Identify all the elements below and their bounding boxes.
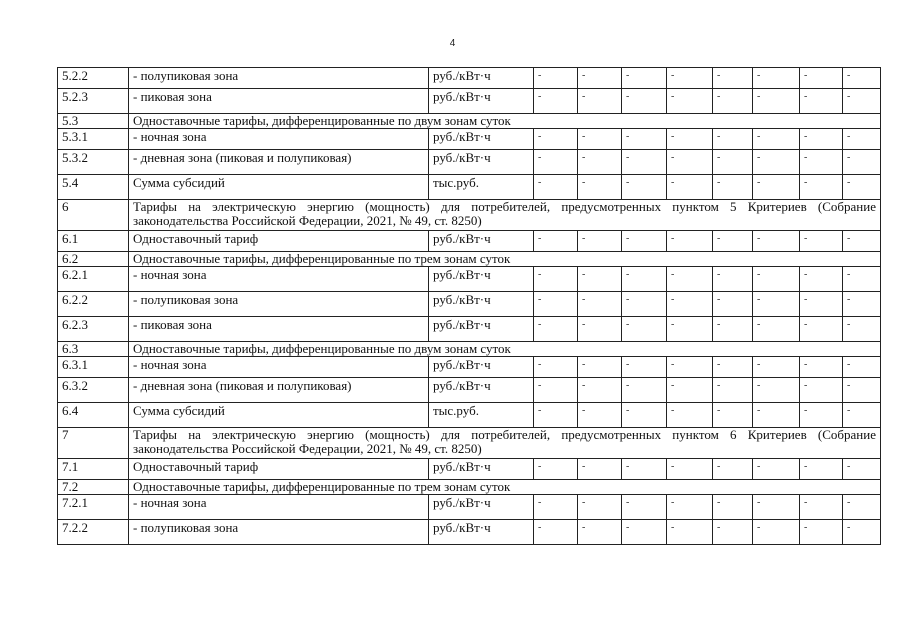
value-cell-empty: - xyxy=(622,459,667,480)
row-unit: руб./кВт·ч xyxy=(429,357,534,378)
value-cell-empty: - xyxy=(667,520,713,545)
value-cell-empty: - xyxy=(713,129,753,150)
value-cell-empty: - xyxy=(843,267,881,292)
value-cell-empty: - xyxy=(578,129,622,150)
table-row xyxy=(58,292,881,317)
row-number: 7.2.1 xyxy=(58,495,129,520)
row-unit: тыс.руб. xyxy=(429,403,534,428)
value-cell-empty: - xyxy=(800,68,843,89)
value-cell-empty: - xyxy=(753,459,800,480)
value-cell-empty: - xyxy=(578,459,622,480)
value-cell-empty: - xyxy=(578,150,622,175)
value-cell-empty: - xyxy=(622,89,667,114)
row-number: 7.1 xyxy=(58,459,129,480)
row-number: 6.2 xyxy=(58,252,129,267)
row-name: - полупиковая зона xyxy=(129,292,429,317)
value-cell-empty: - xyxy=(667,292,713,317)
value-cell-empty: - xyxy=(534,317,578,342)
value-cell-empty: - xyxy=(534,520,578,545)
row-number: 5.3.1 xyxy=(58,129,129,150)
value-cell-empty: - xyxy=(713,150,753,175)
row-number: 6.2.3 xyxy=(58,317,129,342)
value-cell-empty: - xyxy=(534,292,578,317)
value-cell-empty: - xyxy=(800,357,843,378)
value-cell-empty: - xyxy=(622,357,667,378)
value-cell-empty: - xyxy=(800,292,843,317)
row-number: 5.3 xyxy=(58,114,129,129)
page-number: 4 xyxy=(449,38,456,49)
value-cell-empty: - xyxy=(667,317,713,342)
value-cell-empty: - xyxy=(667,495,713,520)
value-cell-empty: - xyxy=(578,231,622,252)
value-cell-empty: - xyxy=(843,129,881,150)
row-number: 6.4 xyxy=(58,403,129,428)
row-unit: руб./кВт·ч xyxy=(429,292,534,317)
value-cell-empty: - xyxy=(578,403,622,428)
value-cell-empty: - xyxy=(800,129,843,150)
value-cell-empty: - xyxy=(843,317,881,342)
value-cell-empty: - xyxy=(800,175,843,200)
row-name: - дневная зона (пиковая и полупиковая) xyxy=(129,378,429,403)
row-number: 5.2.2 xyxy=(58,68,129,89)
value-cell-empty: - xyxy=(622,129,667,150)
value-cell-empty: - xyxy=(800,459,843,480)
row-name: Одноставочный тариф xyxy=(129,459,429,480)
row-name: - ночная зона xyxy=(129,495,429,520)
value-cell-empty: - xyxy=(753,292,800,317)
row-name: - ночная зона xyxy=(129,357,429,378)
value-cell-empty: - xyxy=(534,68,578,89)
section-header-row xyxy=(58,428,881,459)
subsection-header-row xyxy=(58,480,881,495)
row-unit: руб./кВт·ч xyxy=(429,378,534,403)
value-cell-empty: - xyxy=(578,378,622,403)
value-cell-empty: - xyxy=(753,231,800,252)
table-row xyxy=(58,231,881,252)
value-cell-empty: - xyxy=(622,317,667,342)
value-cell-empty: - xyxy=(753,520,800,545)
value-cell-empty: - xyxy=(578,357,622,378)
value-cell-empty: - xyxy=(843,378,881,403)
value-cell-empty: - xyxy=(534,175,578,200)
value-cell-empty: - xyxy=(800,495,843,520)
value-cell-empty: - xyxy=(622,175,667,200)
value-cell-empty: - xyxy=(622,150,667,175)
row-number: 7.2.2 xyxy=(58,520,129,545)
value-cell-empty: - xyxy=(534,378,578,403)
value-cell-empty: - xyxy=(713,89,753,114)
row-number: 7.2 xyxy=(58,480,129,495)
row-number: 6.2.2 xyxy=(58,292,129,317)
value-cell-empty: - xyxy=(753,129,800,150)
value-cell-empty: - xyxy=(534,231,578,252)
value-cell-empty: - xyxy=(622,267,667,292)
value-cell-empty: - xyxy=(578,68,622,89)
value-cell-empty: - xyxy=(578,89,622,114)
tariff-table xyxy=(57,67,881,545)
subsection-header-row xyxy=(58,342,881,357)
value-cell-empty: - xyxy=(667,68,713,89)
row-unit: руб./кВт·ч xyxy=(429,459,534,480)
row-unit: тыс.руб. xyxy=(429,175,534,200)
value-cell-empty: - xyxy=(622,403,667,428)
section-title: Тарифы на электрическую энергию (мощность) для потребителей, предусмотренных пунктом 6 Критериев (Собрание законодательства Российской Федерации, 2021, № 49, ст. 8250) xyxy=(129,428,881,459)
row-name: - дневная зона (пиковая и полупиковая) xyxy=(129,150,429,175)
value-cell-empty: - xyxy=(753,378,800,403)
value-cell-empty: - xyxy=(622,68,667,89)
table-row xyxy=(58,357,881,378)
value-cell-empty: - xyxy=(578,292,622,317)
value-cell-empty: - xyxy=(667,403,713,428)
value-cell-empty: - xyxy=(534,403,578,428)
row-unit: руб./кВт·ч xyxy=(429,317,534,342)
value-cell-empty: - xyxy=(667,231,713,252)
value-cell-empty: - xyxy=(713,175,753,200)
section-title: Одноставочные тарифы, дифференцированные по двум зонам суток xyxy=(129,342,881,357)
row-number: 6.2.1 xyxy=(58,267,129,292)
value-cell-empty: - xyxy=(667,150,713,175)
value-cell-empty: - xyxy=(713,357,753,378)
value-cell-empty: - xyxy=(753,68,800,89)
row-name: - полупиковая зона xyxy=(129,68,429,89)
row-number: 6.1 xyxy=(58,231,129,252)
value-cell-empty: - xyxy=(843,403,881,428)
value-cell-empty: - xyxy=(578,317,622,342)
value-cell-empty: - xyxy=(843,175,881,200)
value-cell-empty: - xyxy=(534,89,578,114)
value-cell-empty: - xyxy=(753,495,800,520)
value-cell-empty: - xyxy=(667,459,713,480)
value-cell-empty: - xyxy=(667,267,713,292)
value-cell-empty: - xyxy=(753,89,800,114)
table-row xyxy=(58,267,881,292)
value-cell-empty: - xyxy=(534,459,578,480)
value-cell-empty: - xyxy=(578,495,622,520)
value-cell-empty: - xyxy=(622,292,667,317)
value-cell-empty: - xyxy=(667,89,713,114)
value-cell-empty: - xyxy=(713,403,753,428)
row-number: 6.3 xyxy=(58,342,129,357)
table-row xyxy=(58,175,881,200)
value-cell-empty: - xyxy=(534,129,578,150)
value-cell-empty: - xyxy=(622,231,667,252)
row-name: - полупиковая зона xyxy=(129,520,429,545)
value-cell-empty: - xyxy=(753,150,800,175)
value-cell-empty: - xyxy=(800,317,843,342)
value-cell-empty: - xyxy=(800,150,843,175)
section-title: Одноставочные тарифы, дифференцированные по трем зонам суток xyxy=(129,252,881,267)
value-cell-empty: - xyxy=(667,129,713,150)
value-cell-empty: - xyxy=(534,357,578,378)
table-row xyxy=(58,89,881,114)
value-cell-empty: - xyxy=(622,378,667,403)
tariff-table-body xyxy=(58,68,881,545)
value-cell-empty: - xyxy=(753,317,800,342)
row-name: - ночная зона xyxy=(129,267,429,292)
row-name: Сумма субсидий xyxy=(129,175,429,200)
value-cell-empty: - xyxy=(622,495,667,520)
value-cell-empty: - xyxy=(843,68,881,89)
value-cell-empty: - xyxy=(843,520,881,545)
value-cell-empty: - xyxy=(753,357,800,378)
row-unit: руб./кВт·ч xyxy=(429,267,534,292)
value-cell-empty: - xyxy=(578,175,622,200)
value-cell-empty: - xyxy=(800,403,843,428)
value-cell-empty: - xyxy=(843,292,881,317)
value-cell-empty: - xyxy=(713,68,753,89)
table-row xyxy=(58,150,881,175)
section-title: Одноставочные тарифы, дифференцированные по трем зонам суток xyxy=(129,480,881,495)
value-cell-empty: - xyxy=(713,520,753,545)
table-row xyxy=(58,520,881,545)
value-cell-empty: - xyxy=(578,267,622,292)
value-cell-empty: - xyxy=(713,317,753,342)
value-cell-empty: - xyxy=(534,267,578,292)
row-unit: руб./кВт·ч xyxy=(429,150,534,175)
section-header-row xyxy=(58,200,881,231)
row-number: 5.4 xyxy=(58,175,129,200)
value-cell-empty: - xyxy=(843,459,881,480)
table-row xyxy=(58,68,881,89)
value-cell-empty: - xyxy=(800,89,843,114)
table-row xyxy=(58,459,881,480)
value-cell-empty: - xyxy=(622,520,667,545)
row-name: Одноставочный тариф xyxy=(129,231,429,252)
row-name: - пиковая зона xyxy=(129,89,429,114)
row-number: 5.2.3 xyxy=(58,89,129,114)
row-number: 6.3.2 xyxy=(58,378,129,403)
value-cell-empty: - xyxy=(534,495,578,520)
subsection-header-row xyxy=(58,252,881,267)
value-cell-empty: - xyxy=(753,403,800,428)
row-number: 6 xyxy=(58,200,129,231)
table-row xyxy=(58,129,881,150)
row-unit: руб./кВт·ч xyxy=(429,68,534,89)
value-cell-empty: - xyxy=(843,495,881,520)
row-unit: руб./кВт·ч xyxy=(429,231,534,252)
table-row xyxy=(58,317,881,342)
value-cell-empty: - xyxy=(667,357,713,378)
table-row xyxy=(58,378,881,403)
row-name: - ночная зона xyxy=(129,129,429,150)
value-cell-empty: - xyxy=(843,89,881,114)
value-cell-empty: - xyxy=(753,267,800,292)
row-unit: руб./кВт·ч xyxy=(429,495,534,520)
value-cell-empty: - xyxy=(843,231,881,252)
row-unit: руб./кВт·ч xyxy=(429,520,534,545)
section-title: Тарифы на электрическую энергию (мощность) для потребителей, предусмотренных пунктом 5 Критериев (Собрание законодательства Российской Федерации, 2021, № 49, ст. 8250) xyxy=(129,200,881,231)
row-name: Сумма субсидий xyxy=(129,403,429,428)
value-cell-empty: - xyxy=(843,357,881,378)
value-cell-empty: - xyxy=(667,175,713,200)
value-cell-empty: - xyxy=(667,378,713,403)
value-cell-empty: - xyxy=(534,150,578,175)
row-unit: руб./кВт·ч xyxy=(429,129,534,150)
row-number: 7 xyxy=(58,428,129,459)
section-title: Одноставочные тарифы, дифференцированные по двум зонам суток xyxy=(129,114,881,129)
table-row xyxy=(58,495,881,520)
value-cell-empty: - xyxy=(713,267,753,292)
value-cell-empty: - xyxy=(800,520,843,545)
table-row xyxy=(58,403,881,428)
value-cell-empty: - xyxy=(713,459,753,480)
value-cell-empty: - xyxy=(713,495,753,520)
value-cell-empty: - xyxy=(713,231,753,252)
subsection-header-row xyxy=(58,114,881,129)
value-cell-empty: - xyxy=(843,150,881,175)
row-number: 6.3.1 xyxy=(58,357,129,378)
value-cell-empty: - xyxy=(753,175,800,200)
row-unit: руб./кВт·ч xyxy=(429,89,534,114)
value-cell-empty: - xyxy=(578,520,622,545)
value-cell-empty: - xyxy=(713,378,753,403)
row-name: - пиковая зона xyxy=(129,317,429,342)
row-number: 5.3.2 xyxy=(58,150,129,175)
value-cell-empty: - xyxy=(713,292,753,317)
value-cell-empty: - xyxy=(800,267,843,292)
value-cell-empty: - xyxy=(800,231,843,252)
value-cell-empty: - xyxy=(800,378,843,403)
